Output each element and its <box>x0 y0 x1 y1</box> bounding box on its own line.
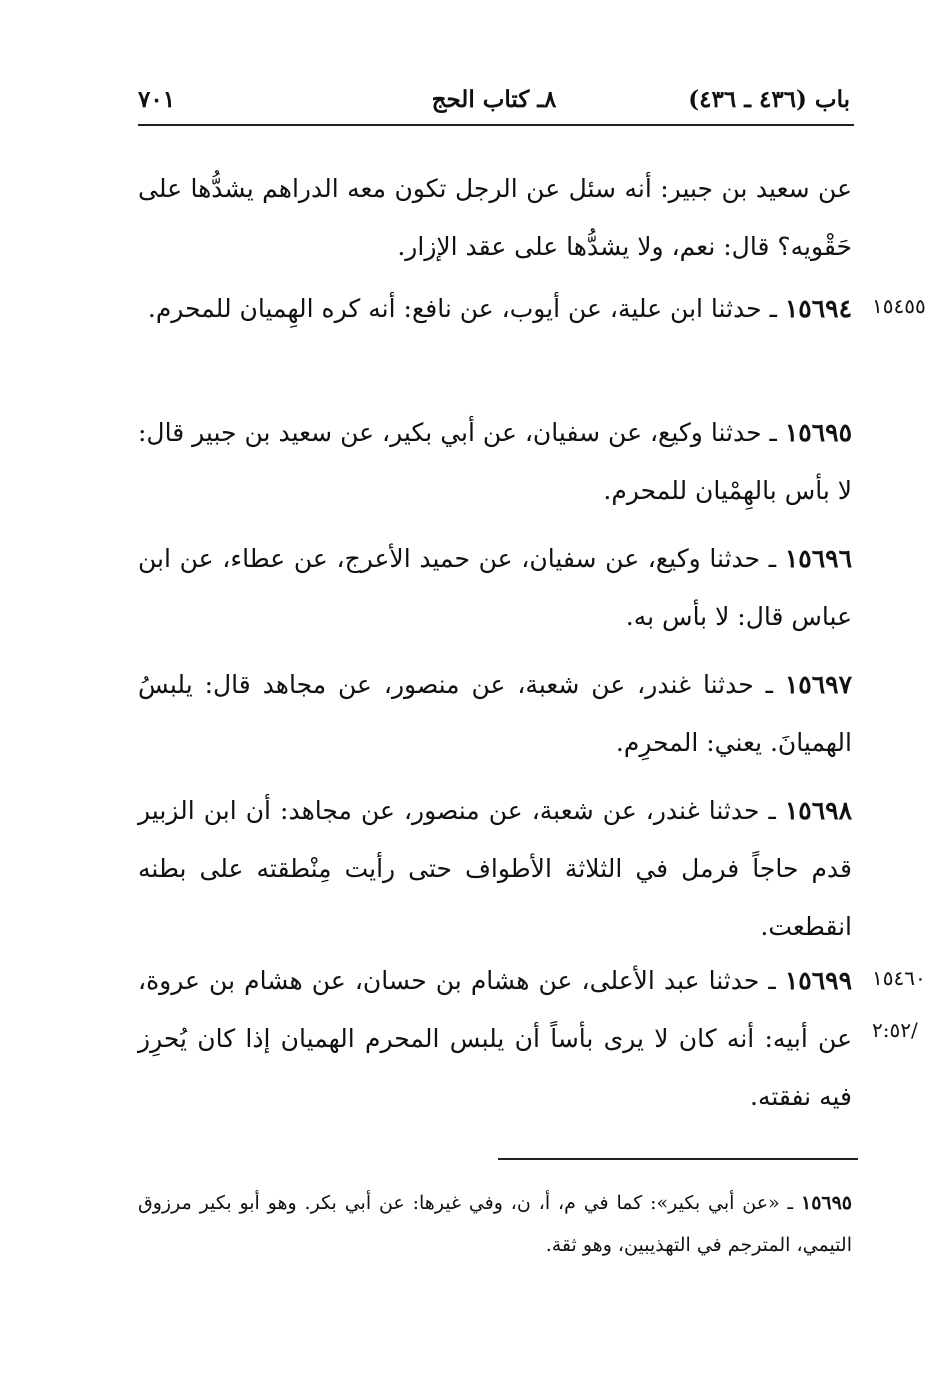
footnote-number: ١٥٦٩٥ <box>800 1192 853 1214</box>
hadith-text: ـ حدثنا عبد الأعلى، عن هشام بن حسان، عن هشام بن عروة، عن أبيه: أنه كان لا يرى بأساً أن يلبس المحرم الهميان إذا كان يُحرِز فيه نفقته. <box>138 966 852 1111</box>
margin-note-ref: ١٥٤٥٥ <box>872 294 926 318</box>
hadith-entry <box>138 656 852 772</box>
hadith-entry <box>138 782 852 956</box>
paragraph-continuation <box>138 160 852 276</box>
paragraph-text: عن سعيد بن جبير: أنه سئل عن الرجل تكون معه الدراهم يشدُّها على حَقْويه؟ قال: نعم، ولا يشدُّها على عقد الإزار. <box>138 174 852 261</box>
hadith-number: ١٥٦٩٤ <box>784 294 852 323</box>
hadith-number: ١٥٦٩٨ <box>784 796 853 825</box>
hadith-text: ـ حدثنا غندر، عن شعبة، عن منصور، عن مجاهد قال: يلبسُ الهميانَ. يعني: المحرِم. <box>138 670 852 757</box>
footnote-separator <box>498 1158 858 1160</box>
page-number: ٧٠١ <box>138 86 176 113</box>
margin-note-ref: ١٥٤٦٠ <box>872 966 926 990</box>
chapter-title: باب (٤٣٦ ـ ٤٣٦) <box>688 86 850 113</box>
hadith-text: ـ حدثنا وكيع، عن سفيان، عن حميد الأعرج، عن عطاء، عن ابن عباس قال: لا بأس به. <box>138 544 852 631</box>
hadith-number: ١٥٦٩٩ <box>784 966 852 995</box>
hadith-entry <box>138 280 852 338</box>
running-header <box>138 82 850 122</box>
hadith-text: ـ حدثنا غندر، عن شعبة، عن منصور، عن مجاهد: أن ابن الزبير قدم حاجاً فرمل في الثلاثة الأطواف حتى رأيت مِنْطقته على بطنه انقطعت. <box>138 796 852 941</box>
header-rule <box>138 124 854 126</box>
hadith-number: ١٥٦٩٥ <box>784 418 852 447</box>
footnote <box>138 1182 852 1266</box>
margin-note-volume-page: /٢:٥٢ <box>872 1018 918 1042</box>
hadith-entry <box>138 952 852 1126</box>
book-title: ٨ـ كتاب الحج <box>431 86 557 113</box>
hadith-text: ـ حدثنا ابن علية، عن أيوب، عن نافع: أنه كره الهِميان للمحرم. <box>147 294 777 323</box>
hadith-entry <box>138 530 852 646</box>
hadith-number: ١٥٦٩٧ <box>784 670 853 699</box>
hadith-entry <box>138 404 852 520</box>
footnote-text: ـ «عن أبي بكير»: كما في م، أ، ن، وفي غيرها: عن أبي بكر. وهو أبو بكير مرزوق التيمي، المترجم في التهذيبين، وهو ثقة. <box>138 1192 852 1256</box>
hadith-text: ـ حدثنا وكيع، عن سفيان، عن أبي بكير، عن سعيد بن جبير قال: لا بأس بالهِمْيان للمحرم. <box>138 418 852 505</box>
hadith-number: ١٥٦٩٦ <box>784 544 852 573</box>
